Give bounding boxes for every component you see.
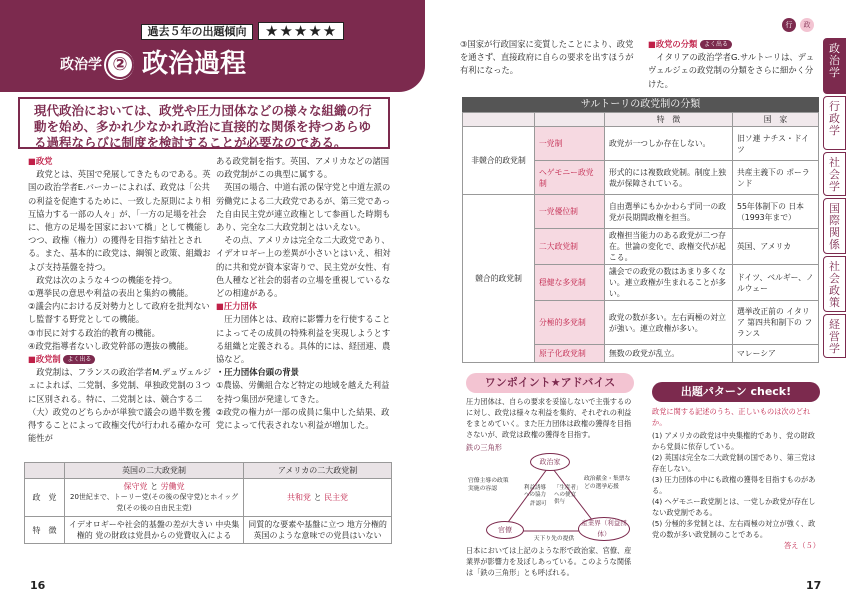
feature-cell: 議会での政党の数はあまり多くない。連立政権が生まれることが多い。 xyxy=(605,265,733,301)
section-heading-pressure-group: ■圧力団体 xyxy=(216,301,258,312)
side-tabs xyxy=(823,38,850,360)
option-item: (1) アメリカの政党は中央集権的であり、党の財政から党員に依存している。 xyxy=(652,431,815,451)
option-item: (2) 英国は完全な二大政党制の国であり、第三党は存在しない。 xyxy=(652,453,816,473)
one-point-advice xyxy=(466,373,634,583)
right-top-left: ③国家が行政国家に変質したことにより、政党を通さず、直接政府に自らの要求を出すほうが有利になった。 xyxy=(460,39,634,76)
table-cell: 同質的な要素や基盤に立つ 地方分権的 英国のような意味での党員はいない xyxy=(244,517,392,544)
table-cell: 保守党 と 労働党 20世紀まで、トーリー党(その後の保守党)とホイッグ党(その後の自由民主党) xyxy=(65,479,244,517)
country-cell: 英国、アメリカ xyxy=(733,229,819,265)
list-item: ②議会内における反対勢力として政府を批判ないし監督する野党としての機能。 xyxy=(28,301,210,325)
type-cell: 穏健な多党制 xyxy=(535,265,605,301)
two-party-table xyxy=(24,462,392,544)
question-pattern-box xyxy=(652,382,820,572)
tab-social-policy[interactable]: 社会政策 xyxy=(823,256,846,312)
exam-trend-label: 過去５年の出題傾向 xyxy=(141,24,253,40)
chapter-title: 政治過程 xyxy=(142,49,247,79)
paragraph: イタリアの政治学者G.サルトーリは、デュヴェルジェの政党制の分類をさらに細かく分けた。 xyxy=(648,52,815,89)
group-label: 競合的政党制 xyxy=(463,195,535,363)
table-header: 国 家 xyxy=(733,113,819,127)
type-cell: 原子化政党制 xyxy=(535,345,605,363)
edge-label: 官僚主導の政策実施の容認 xyxy=(468,478,509,492)
tab-sociology[interactable]: 社会学 xyxy=(823,152,846,196)
subject-label: 政治学 xyxy=(58,52,104,78)
tab-public-admin[interactable]: 行政学 xyxy=(823,96,846,150)
advice-text-2: 日本においては上記のような形で政治家、官僚、産業界が影響力を及ぼしあっている。このような関係は「鉄の三角形」とも呼ばれる。 xyxy=(466,546,632,577)
node-industry: 産業界（利益団体） xyxy=(578,517,630,541)
table-header xyxy=(25,463,65,479)
list-item: ③市民に対する政治的教育の機能。 xyxy=(28,327,160,338)
table-header: アメリカの二大政党制 xyxy=(244,463,392,479)
group-label: 非競合的政党制 xyxy=(463,127,535,195)
option-item: (5) 分極的多党制とは、左右両極の対立が強く、政党の数が多い政党制のことである。 xyxy=(652,519,816,539)
left-column xyxy=(28,155,212,445)
table-header: 英国の二大政党制 xyxy=(65,463,244,479)
row-label: 特 徴 xyxy=(25,517,65,544)
section-heading-party-system: ■政党制 xyxy=(28,354,61,365)
tab-management[interactable]: 経営学 xyxy=(823,314,846,358)
frequent-badge: よく出る xyxy=(700,40,732,49)
frequent-badge: よく出る xyxy=(63,355,95,364)
advice-text: 圧力団体は、自らの要求を妥協しないで主張するのに対し、政党は様々な利益を集約、それぞれの利益をまとめていく。また圧力団体は政権の獲得を目指さないが、政党は政権の獲得を目指す。 xyxy=(466,397,632,439)
feature-cell: 形式的には複数政党制。制度上独裁が保障されている。 xyxy=(605,161,733,195)
paragraph: 政党は次のような４つの機能を持つ。 xyxy=(36,274,178,285)
category-icon: 行 xyxy=(782,18,796,32)
country-cell: 選挙改正前の イタリア 第四共和制下の フランス xyxy=(733,301,819,345)
pattern-title: 出題パターン check! xyxy=(652,382,820,402)
edge-label: 許認可 xyxy=(530,501,547,507)
iron-triangle-diagram xyxy=(466,453,634,545)
paragraph: 圧力団体とは、政府に影響力を行使することによってその成員の特殊利益を実現しようとする組織と定義される。具体的には、経団連、農協など。 xyxy=(216,314,391,365)
feature-cell: 無数の政党が乱立。 xyxy=(605,345,733,363)
type-cell: ヘゲモニー政党制 xyxy=(535,161,605,195)
type-cell: 分極的多党制 xyxy=(535,301,605,345)
option-item: (4) ヘゲモニー政党制とは、一党しか政党が存在しない政党制である。 xyxy=(652,497,816,517)
edge-label: 政治献金・集票などの選挙応援 xyxy=(584,476,631,490)
edge-label: 利益誘導への協力 xyxy=(524,485,547,498)
paragraph: その点、アメリカは完全な二大政党であり、イデオロギー上の差異が小さいとはいえ、相対的に共和党が資本家寄りで、民主党が女性、有色人種など社会的弱者の立場を重視しているなどの相違がある。 xyxy=(216,235,391,299)
list-item: ②政党の権力が一部の成員に集中した結果、政党によって代表されない利益が増加した。 xyxy=(216,406,390,431)
section-heading-party: ■政党 xyxy=(28,156,53,166)
option-item: (3) 圧力団体の中にも政権の獲得を目指すものがある。 xyxy=(652,475,816,495)
type-cell: 一党優位制 xyxy=(535,195,605,229)
lead-paragraph: 現代政治においては、政党や圧力団体などの様々な組織の行動を始め、多かれ少なかれ政治に直接的な関係を持つあらゆる過程ならびに制度を検討することが必要なのである。 xyxy=(18,97,390,149)
node-politician: 政治家 xyxy=(530,453,570,471)
feature-cell: 政党の数が多い。左右両極の対立が強い。連立政権が多い。 xyxy=(605,301,733,345)
feature-cell: 政権担当能力のある政党が二つ存在。世論の変化で、政権交代が起こる。 xyxy=(605,229,733,265)
section-heading-classification: ■政党の分類 xyxy=(648,39,698,49)
list-item: ①農協、労働組合など特定の地域を越えた利益を持つ集団が発達してきた。 xyxy=(216,380,390,404)
tab-politics[interactable]: 政治学 xyxy=(823,38,846,94)
country-cell: 55年体制下の 日本（1993年まで） xyxy=(733,195,819,229)
table-cell: 共和党 と 民主党 xyxy=(244,479,392,517)
row-label: 政 党 xyxy=(25,479,65,517)
country-cell: 旧ソ連 ナチス・ドイツ xyxy=(733,127,819,161)
page-number: 16 xyxy=(30,579,46,592)
type-cell: 二大政党制 xyxy=(535,229,605,265)
country-cell: ドイツ、ベルギー、ノルウェー xyxy=(733,265,819,301)
country-cell: マレーシア xyxy=(733,345,819,363)
pattern-question: 政党に関する記述のうち、正しいものは次のどれか。 xyxy=(652,407,811,427)
answer-label: 答え（５） xyxy=(784,541,820,550)
page-number: 17 xyxy=(806,579,822,592)
sartori-table xyxy=(462,112,819,363)
chapter-number: ② xyxy=(106,51,134,79)
country-cell: 共産主義下の ポーランド xyxy=(733,161,819,195)
diagram-title: 鉄の三角形 xyxy=(466,443,502,452)
category-icon: 政 xyxy=(800,18,814,32)
tab-international-relations[interactable]: 国際関係 xyxy=(823,198,846,254)
paragraph: ある政党制を指す。英国、アメリカなどの諸国の政党制がこの典型に属する。 xyxy=(216,156,389,180)
table-header: 特 徴 xyxy=(605,113,733,127)
list-item: ④政党指導者ないし政党幹部の選抜の機能。 xyxy=(28,340,194,351)
type-cell: 一党制 xyxy=(535,127,605,161)
feature-cell: 自由選挙にもかかわらず同一の政党が長期間政権を担当。 xyxy=(605,195,733,229)
sartori-table-title: サルトーリの政党制の分類 xyxy=(462,97,819,112)
paragraph: 政党制は、フランスの政治学者M.デュヴェルジェによれば、二党制、多党制、単独政党制の３つに区別される。特に、二党制とは、競合する二（大）政党のどちらかが単独で議会の過半数を獲得することによって政権交代が行われる確かな可能性が xyxy=(28,367,211,444)
subheading: ・圧力団体台頭の背景 xyxy=(216,367,299,378)
paragraph: 英国の場合、中道右派の保守党と中道左派の労働党による二大政党であるが、第三党であった自由民主党が連立政権として参画した時期もあり、完全な二大政党制とはいえない。 xyxy=(216,182,391,233)
table-cell: イデオロギーや社会的基盤の差が大きい 中央集権的 党の財政は党員からの党費収入による xyxy=(65,517,244,544)
advice-title: ワンポイント★アドバイス xyxy=(466,373,634,393)
right-top-right xyxy=(648,38,818,91)
middle-column xyxy=(216,155,394,432)
edge-label: 天下り先の提供 xyxy=(533,536,575,542)
rating-stars: ★★★★★ xyxy=(258,22,344,40)
edge-label: 「生産者」への便宜供与 xyxy=(554,485,579,505)
paragraph: 政党とは、英国で発展してきたものである。英国の政治学者E.バーカーによれば、政党は「公共の利益を促進するために、一致した原則により相互協力する一部の人々」が、「一方の足場を社会に、他方の足場を国家において橋」として機能しつつ、政権（権力）の獲得を目指す結社とされる。また、基本的に政党は、綱領と政策、組織および支持基盤を持つ。 xyxy=(28,169,211,272)
list-item: ①選挙民の意思や利益の表出と集約の機能。 xyxy=(28,288,194,299)
feature-cell: 政党が一つしか存在しない。 xyxy=(605,127,733,161)
node-bureaucrat: 官僚 xyxy=(486,521,524,539)
